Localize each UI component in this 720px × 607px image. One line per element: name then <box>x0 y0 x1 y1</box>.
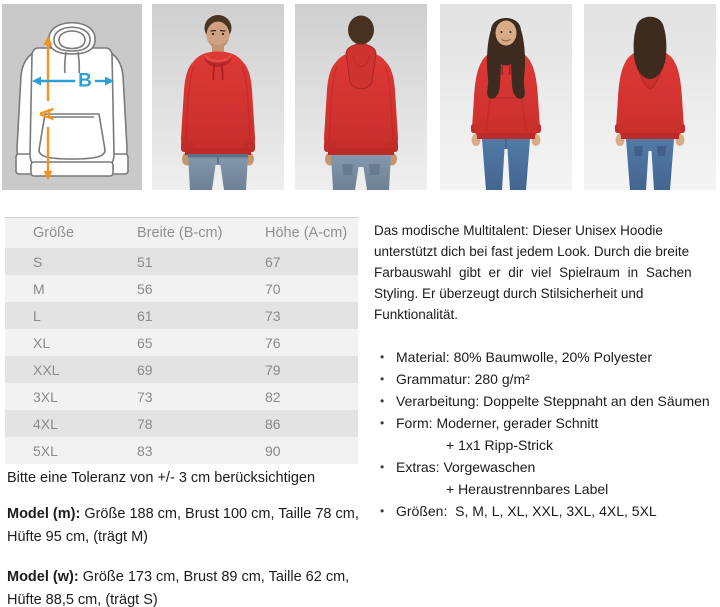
size-diagram-image <box>2 4 142 190</box>
size-table <box>5 217 358 464</box>
model-m-info <box>7 503 382 549</box>
height-label: A <box>37 107 59 121</box>
model-w-info <box>7 566 382 607</box>
description-line: Farbauswahl gibt er dir viel Spielraum in Sachen <box>374 265 692 280</box>
size-table-cell: 90 <box>265 442 281 459</box>
model-woman-back-image <box>584 4 716 190</box>
woman-back-svg <box>584 4 716 190</box>
model-w-text: Größe 173 cm, Brust 89 cm, Taille 62 cm, Hüfte 88,5 cm, (trägt S) <box>7 569 350 607</box>
size-table-cell: XXL <box>33 361 60 378</box>
bullet-icon: • <box>380 460 385 474</box>
size-table-cell: 78 <box>137 415 153 432</box>
feature-item <box>374 368 714 390</box>
size-table-cell: 5XL <box>33 442 58 459</box>
feature-text: Form: Moderner, gerader Schnitt <box>396 415 599 431</box>
feature-item <box>374 346 714 368</box>
model-man-back-image <box>295 4 427 190</box>
size-table-cell: 3XL <box>33 388 58 405</box>
tolerance-note: Bitte eine Toleranz von +/- 3 cm berücksichtigen <box>7 470 316 486</box>
man-back-svg <box>295 4 427 190</box>
size-table-row <box>5 275 358 302</box>
feature-item <box>374 500 714 522</box>
description-line: Das modische Multitalent: Dieser Unisex Hoodie <box>374 223 663 238</box>
feature-text: Größen: S, M, L, XL, XXL, 3XL, 4XL, 5XL <box>396 503 657 519</box>
feature-item <box>374 390 714 412</box>
feature-text: Grammatur: 280 g/m² <box>396 371 530 387</box>
feature-list <box>374 346 714 522</box>
width-label: B <box>78 70 92 92</box>
size-table-row <box>5 410 358 437</box>
size-table-row <box>5 356 358 383</box>
description-paragraph <box>374 220 712 325</box>
bullet-icon: • <box>380 350 385 364</box>
size-table-row <box>5 383 358 410</box>
size-table-row <box>5 329 358 356</box>
size-table-cell: 65 <box>137 334 153 351</box>
model-m-label: Model (m): <box>7 506 81 522</box>
size-table-cell: M <box>33 280 45 297</box>
size-table-row <box>5 302 358 329</box>
size-table-cell: 67 <box>265 253 281 270</box>
size-table-row <box>5 248 358 275</box>
size-table-cell: 4XL <box>33 415 58 432</box>
feature-text: Extras: Vorgewaschen <box>396 459 536 475</box>
size-table-cell: 86 <box>265 415 281 432</box>
size-diagram-svg <box>2 4 142 190</box>
feature-text: Material: 80% Baumwolle, 20% Polyester <box>396 349 653 365</box>
column-header: Höhe (A-cm) <box>260 218 358 249</box>
bullet-icon: • <box>380 372 385 386</box>
size-table-header <box>5 218 358 249</box>
size-table-cell: 82 <box>265 388 281 405</box>
size-table-cell: 73 <box>137 388 153 405</box>
size-table-cell: 83 <box>137 442 153 459</box>
bullet-icon: • <box>380 504 385 518</box>
bullet-icon: • <box>380 416 385 430</box>
column-header: Größe <box>5 218 132 249</box>
size-table-cell: 69 <box>137 361 153 378</box>
size-table-row <box>5 437 358 464</box>
man-front-svg <box>152 4 284 190</box>
feature-item <box>374 456 714 500</box>
bullet-icon: • <box>380 394 385 408</box>
product-description <box>374 220 712 325</box>
feature-continuation: + Heraustrennbares Label <box>446 481 609 497</box>
size-table-cell: 73 <box>265 307 281 324</box>
model-man-front-image <box>152 4 284 190</box>
size-table-cell: 70 <box>265 280 281 297</box>
model-woman-front-image <box>440 4 572 190</box>
size-table-cell: L <box>33 307 41 324</box>
size-table-cell: 79 <box>265 361 281 378</box>
description-line: Styling. Er überzeugt durch Stilsicherheit und <box>374 286 644 301</box>
feature-continuation: + 1x1 Ripp-Strick <box>446 437 553 453</box>
model-m-text: Größe 188 cm, Brust 100 cm, Taille 78 cm, Hüfte 95 cm, (trägt M) <box>7 506 359 545</box>
description-line: unterstützt dich bei fast jedem Look. Durch die breite <box>374 244 690 259</box>
feature-item <box>374 412 714 456</box>
size-table-cell: 61 <box>137 307 153 324</box>
size-table-cell: 51 <box>137 253 153 270</box>
size-table-cell: S <box>33 253 43 270</box>
woman-front-svg <box>440 4 572 190</box>
description-line: Funktionalität. <box>374 307 459 322</box>
model-w-label: Model (w): <box>7 569 79 585</box>
feature-text: Verarbeitung: Doppelte Steppnaht an den Säumen <box>396 393 710 409</box>
size-table-cell: XL <box>33 334 51 351</box>
column-header: Breite (B-cm) <box>132 218 260 249</box>
size-table-cell: 56 <box>137 280 153 297</box>
size-table-cell: 76 <box>265 334 281 351</box>
